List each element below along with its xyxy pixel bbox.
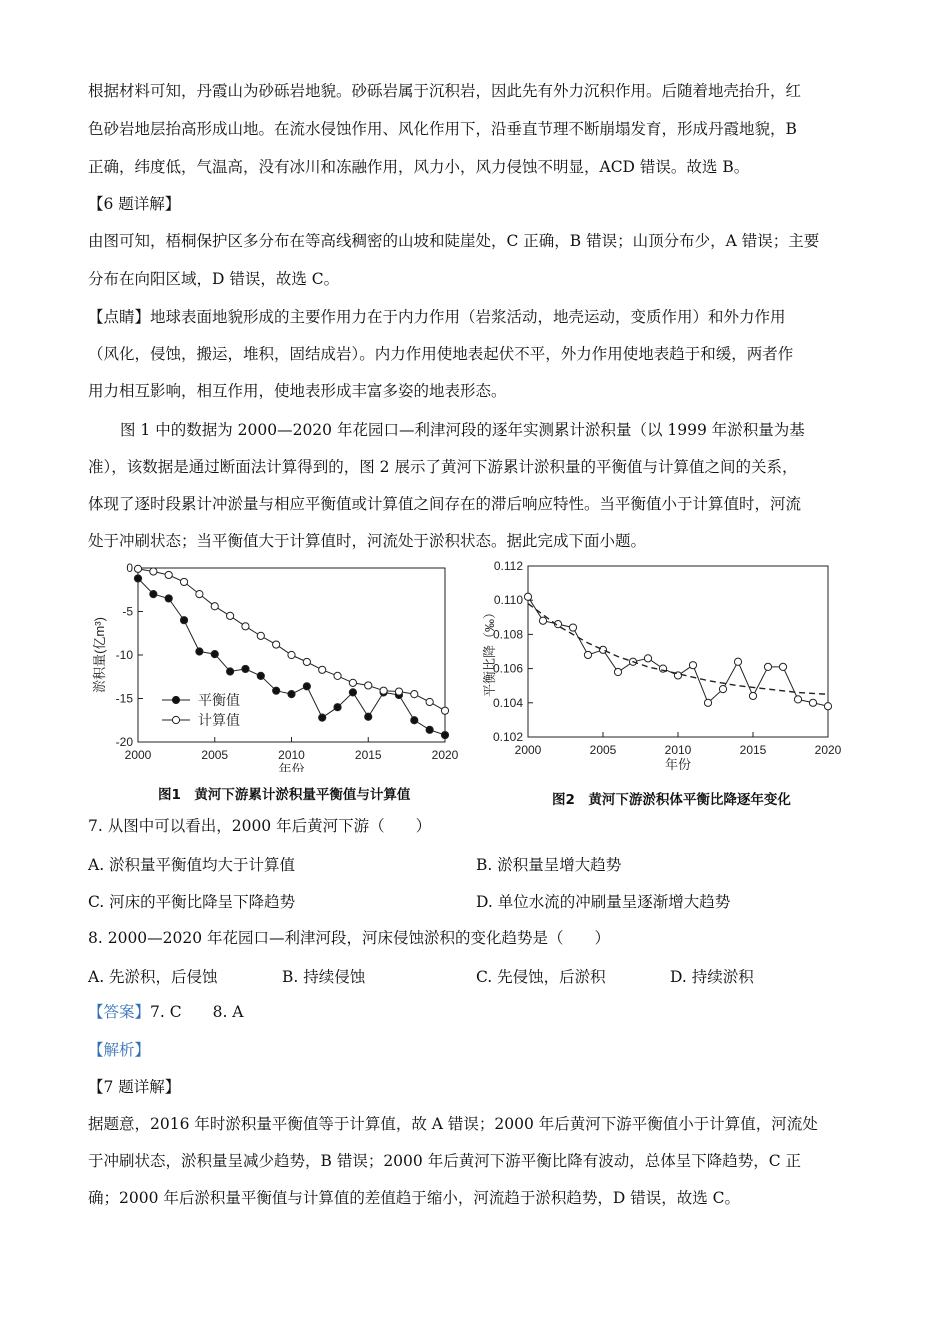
paragraph-line: 确；2000 年后淤积量平衡值与计算值的差值趋于缩小，河流趋于淤积趋势，D 错误，故选 C。 — [88, 1189, 741, 1207]
option-7d: D. 单位水流的冲刷量呈逐渐增大趋势 — [476, 893, 731, 911]
data-point — [441, 707, 448, 714]
data-point — [809, 699, 816, 706]
x-tick-label: 2000 — [514, 743, 542, 757]
section-heading-q6: 【6 题详解】 — [88, 195, 181, 213]
data-point — [196, 648, 203, 655]
paragraph-line: 正确，纬度低，气温高，没有冰川和冻融作用，风力小，风力侵蚀不明显，ACD 错误。故选 B。 — [88, 158, 750, 176]
legend-marker — [172, 716, 179, 723]
x-tick-label: 2015 — [354, 748, 382, 762]
data-point — [257, 672, 264, 679]
data-point — [288, 691, 295, 698]
legend-label: 计算值 — [198, 712, 240, 728]
data-point — [319, 714, 326, 721]
y-axis-label: 平衡比降（‰） — [482, 605, 497, 698]
data-point — [779, 663, 786, 670]
paragraph-line: （风化，侵蚀，搬运，堆积，固结成岩）。内力作用使地表起伏不平，外力作用使地表趋于和缓，两者作 — [88, 345, 794, 363]
trend-line — [528, 604, 828, 695]
paragraph-line: 处于冲刷状态；当平衡值大于计算值时，河流处于淤积状态。据此完成下面小题。 — [88, 532, 647, 550]
x-axis-label: 年份 — [664, 757, 692, 772]
y-tick-label: -20 — [115, 735, 133, 749]
data-point — [180, 617, 187, 624]
figure-1 — [82, 560, 462, 776]
data-point — [150, 568, 157, 575]
data-point — [134, 565, 141, 572]
data-point — [165, 571, 172, 578]
y-tick-label: 0 — [126, 561, 133, 575]
data-point — [319, 666, 326, 673]
y-tick-label: 0.106 — [492, 661, 523, 676]
data-point — [334, 704, 341, 711]
data-point — [614, 668, 621, 675]
data-point — [441, 731, 448, 738]
answer-text: 7. C 8. A — [150, 1003, 244, 1021]
paragraph-line: 根据材料可知，丹霞山为砂砾岩地貌。砂砾岩属于沉积岩，因此先有外力沉积作用。后随着地壳抬升，红 — [88, 82, 802, 100]
paragraph-line: 【点睛】地球表面地貌形成的主要作用力在于内力作用（岩浆活动，地壳运动，变质作用）和外力作用 — [88, 308, 786, 326]
data-point — [794, 696, 801, 703]
paragraph-line: 图 1 中的数据为 2000—2020 年花园口—利津河段的逐年实测累计淤积量（以 1999 年淤积量为基 — [120, 421, 805, 439]
data-point — [349, 689, 356, 696]
legend-marker — [172, 696, 179, 703]
paragraph-line: 由图可知，梧桐保护区多分布在等高线稠密的山坡和陡崖处，C 正确，B 错误；山顶分布少，A 错误；主要 — [88, 232, 820, 250]
paragraph-line: 据题意，2016 年时淤积量平衡值等于计算值，故 A 错误；2000 年后黄河下游平衡值小于计算值，河流处 — [88, 1115, 818, 1133]
data-point — [211, 651, 218, 658]
data-point — [584, 651, 591, 658]
data-point — [395, 688, 402, 695]
option-7b: B. 淤积量呈增大趋势 — [476, 856, 622, 874]
x-tick-label: 2015 — [739, 743, 767, 757]
y-tick-label: 0.102 — [492, 730, 523, 744]
option-8c: C. 先侵蚀，后淤积 — [476, 968, 606, 986]
x-tick-label: 2020 — [814, 743, 842, 757]
data-point — [334, 672, 341, 679]
paragraph-line: 用力相互影响，相互作用，使地表形成丰富多姿的地表形态。 — [88, 382, 507, 400]
data-point — [764, 663, 771, 670]
paragraph-line: 色砂岩地层抬高形成山地。在流水侵蚀作用、风化作用下，沿垂直节理不断崩塌发育，形成丹霞地貌，B — [88, 120, 797, 138]
section-heading-q7: 【7 题详解】 — [88, 1078, 181, 1096]
data-point — [349, 679, 356, 686]
data-point — [524, 593, 531, 600]
y-axis-label: 淤积量(亿m³) — [92, 617, 107, 693]
x-tick-label: 2010 — [278, 748, 305, 762]
figure-1-caption: 图1 黄河下游累计淤积量平衡值与计算值 — [158, 787, 411, 803]
data-point — [134, 575, 141, 582]
data-point — [211, 603, 218, 610]
data-point — [380, 687, 387, 694]
data-point — [824, 703, 831, 710]
option-8d: D. 持续淤积 — [670, 968, 754, 986]
option-7c: C. 河床的平衡比降呈下降趋势 — [88, 893, 296, 911]
data-point — [303, 658, 310, 665]
data-point — [734, 658, 741, 665]
data-point — [180, 578, 187, 585]
x-tick-label: 2000 — [124, 748, 152, 762]
paragraph-line: 体现了逐时段累计冲淤量与相应平衡值或计算值之间存在的滞后响应特性。当平衡值小于计算值时，河流 — [88, 495, 802, 513]
question-7: 7. 从图中可以看出，2000 年后黄河下游（ ） — [88, 817, 432, 835]
data-point — [150, 591, 157, 598]
data-point — [749, 692, 756, 699]
x-tick-label: 2020 — [431, 748, 459, 762]
data-point — [689, 662, 696, 669]
option-8a: A. 先淤积，后侵蚀 — [88, 968, 218, 986]
data-point — [303, 683, 310, 690]
data-point — [288, 651, 295, 658]
data-point — [599, 646, 606, 653]
data-point — [719, 686, 726, 693]
y-tick-label: -10 — [115, 648, 133, 662]
paragraph-line: 准），该数据是通过断面法计算得到的，图 2 展示了黄河下游累计淤积量的平衡值与计算值之间的关系， — [88, 458, 798, 476]
data-point — [242, 623, 249, 630]
series-line-0 — [528, 597, 828, 706]
answer-tag: 【答案】 — [88, 1003, 151, 1021]
data-point — [644, 655, 651, 662]
x-axis-label: 年份 — [278, 762, 305, 772]
data-point — [569, 624, 576, 631]
answer-line — [88, 994, 868, 1031]
y-tick-label: -5 — [122, 604, 133, 619]
analysis-tag: 【解析】 — [88, 1041, 151, 1059]
data-point — [227, 612, 234, 619]
data-point — [196, 591, 203, 598]
y-tick-label: 0.104 — [492, 695, 523, 710]
paragraph-line: 分布在向阳区域，D 错误，故选 C。 — [88, 270, 340, 288]
option-7a: A. 淤积量平衡值均大于计算值 — [88, 856, 296, 874]
data-point — [273, 687, 280, 694]
data-point — [227, 668, 234, 675]
paragraph-line: 于冲刷状态，淤积量呈减少趋势，B 错误；2000 年后黄河下游平衡比降有波动，总体呈下降趋势，C 正 — [88, 1152, 801, 1170]
data-point — [704, 699, 711, 706]
data-point — [165, 595, 172, 602]
x-tick-label: 2005 — [589, 743, 617, 757]
data-point — [426, 726, 433, 733]
chart-1-svg — [82, 560, 462, 772]
y-tick-label: 0.110 — [493, 593, 523, 608]
x-tick-label: 2010 — [664, 743, 692, 757]
figure-2 — [452, 560, 862, 786]
legend-label: 平衡值 — [198, 692, 240, 708]
data-point — [411, 691, 418, 698]
option-8b: B. 持续侵蚀 — [282, 968, 366, 986]
plot-frame — [528, 566, 828, 737]
data-point — [426, 698, 433, 705]
question-8: 8. 2000—2020 年花园口—利津河段，河床侵蚀淤积的变化趋势是（ ） — [88, 929, 611, 947]
y-tick-label: -15 — [115, 691, 133, 706]
figure-2-caption: 图2 黄河下游淤积体平衡比降逐年变化 — [552, 792, 791, 808]
y-tick-label: 0.112 — [493, 560, 523, 573]
y-tick-label: 0.108 — [492, 627, 523, 642]
x-tick-label: 2005 — [201, 748, 229, 762]
data-point — [365, 682, 372, 689]
chart-2-svg — [452, 560, 862, 782]
data-point — [242, 665, 249, 672]
data-point — [365, 713, 372, 720]
data-point — [257, 632, 264, 639]
data-point — [273, 641, 280, 648]
data-point — [411, 717, 418, 724]
data-point — [539, 617, 546, 624]
